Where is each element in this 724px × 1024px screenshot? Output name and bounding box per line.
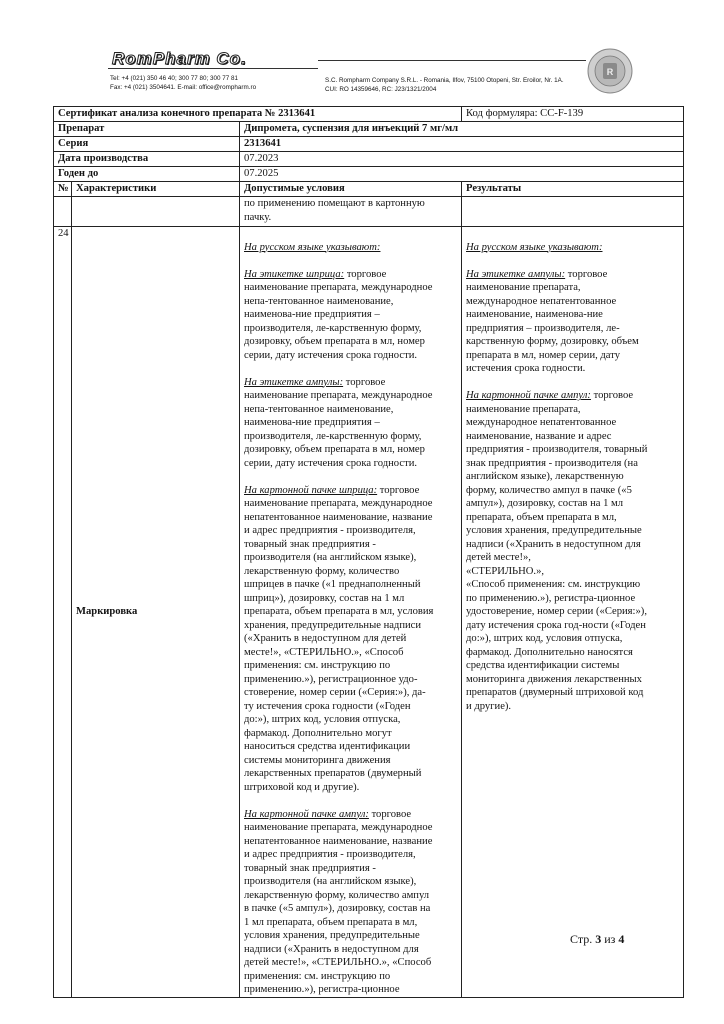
title-row [54, 107, 684, 122]
section-heading: На этикетке шприца: [244, 268, 345, 280]
certificate-table [53, 106, 684, 998]
company-info [325, 76, 564, 94]
page-total: 4 [618, 932, 625, 946]
section-heading: На этикетке ампулы: [466, 268, 566, 280]
section-heading: На картонной пачке ампул: [244, 808, 369, 820]
company-seal-icon [587, 48, 633, 94]
contact-info [110, 74, 256, 92]
section-body: торговое наименование препарата, международное непа-тентованное наименование, наименова-ние предприятия – производителя, ле-карственную форму, дозировку, объем препарата в мл, номер серии, дату истечения срока годности. [244, 376, 433, 469]
section-body: торговое наименование препарата, международное непатентованное наименование, название и адрес предприятия - производителя, товарный знак предприятия - производителя (на английском языке), лекарственную форму, количество ампул в пачке («5 ампул»), дозировку, состав на 1 мл препарата, объем препарата в мл, условия хранения, предупредительные надписи («Хранить в недоступном для детей месте!», «СТЕРИЛЬНО.», «Способ применения: см. инструкцию по применению.»), регистра-ционное [244, 808, 433, 995]
page-number [570, 932, 624, 947]
row-number: 24 [54, 227, 72, 998]
section-heading: На картонной пачке шприца: [244, 484, 378, 496]
logo-divider [108, 68, 318, 69]
field-label: Серия [54, 137, 240, 152]
company-address: S.C. Rompharm Company S.R.L. - Romania, Ilfov, 75100 Otopeni, Str. Eroilor, Nr. 1A. [325, 77, 564, 84]
page-of: из [604, 932, 616, 946]
row-characteristic: Маркировка [72, 227, 240, 998]
field-value: Дипромета, суспензия для инъекций 7 мг/мл [240, 122, 684, 137]
field-label: Препарат [54, 122, 240, 137]
section-body: торговое наименование препарата, международное непатентованное наименование, наименова-ние предприятия – производителя, ле- карственную форму, дозировку, объем препарата в мл, номер серии, дату истечения срока годности. [466, 268, 639, 374]
field-label: Дата производства [54, 152, 240, 167]
company-logo: RomPharm Co. [112, 49, 247, 68]
contact-phone: Tel: +4 (021) 350 46 40; 300 77 80; 300 77 81 [110, 75, 238, 82]
section-heading: На картонной пачке ампул: [466, 390, 591, 401]
section-heading: На русском языке указывают: [244, 241, 381, 253]
section-body: торговое наименование препарата, международное непа-тентованное наименование, наименова-ние предприятия – производителя, ле-карственную форму, дозировку, объем препарата в мл, номер серии, дату истечения срока годности. [244, 268, 433, 361]
continuation-text: по применению помещают в картонную пачку. [240, 197, 462, 227]
field-value: 07.2023 [240, 152, 684, 167]
field-row [54, 152, 684, 167]
col-results-header: Результаты [462, 182, 684, 197]
field-row [54, 137, 684, 152]
col-characteristic-header: Характеристики [72, 182, 240, 197]
section-heading: На русском языке указывают: [466, 241, 603, 253]
field-label: Годен до [54, 167, 240, 182]
svg-text:R: R [606, 67, 614, 77]
field-row [54, 122, 684, 137]
row-conditions [240, 227, 462, 998]
letterhead [0, 0, 724, 100]
field-value: 2313641 [240, 137, 684, 152]
column-header-row [54, 182, 684, 197]
col-num-header: № [54, 182, 72, 197]
row-results [462, 227, 684, 998]
section-body: торговое наименование препарата, международное непатентованное наименование, название и адрес предприятия - производителя, товарный знак предприятия - производителя (на английском языке), лекарственную форму, количество шприцев в пачке («1 преднаполненный шприц»), дозировку, состав на 1 мл препарата, объем препарата в мл, условия хранения, предупредительные надписи («Хранить в недоступном для детей месте!», «СТЕРИЛЬНО.», «Способ применения: см. инструкцию по применению.»), регистрационное удо- стоверение, номер серии («Серия:»), да- ту истечения срока годности («Годен до:»), штрих код, условия отпуска, фармакод. Дополнительно могут наноситься средства идентификации системы мониторинга движения лекарственных препаратов (двумерный штриховой код и другие). [244, 484, 434, 793]
table-row [54, 227, 684, 998]
section-heading: На этикетке ампулы: [244, 376, 344, 388]
header-divider [318, 60, 586, 61]
page-current: 3 [595, 932, 602, 946]
field-row [54, 167, 684, 182]
field-value: 07.2025 [240, 167, 684, 182]
company-registration: CUI: RO 14359646, RC: J23/1321/2004 [325, 86, 437, 93]
col-conditions-header: Допустимые условия [240, 182, 462, 197]
form-code: Код формуляра: CC-F-139 [462, 107, 684, 122]
page-prefix: Стр. [570, 932, 593, 946]
certificate-title: Сертификат анализа конечного препарата № 2313641 [54, 107, 462, 122]
continuation-row [54, 197, 684, 227]
contact-fax-email: Fax: +4 (021) 3504641. E-mail: office@rompharm.ro [110, 84, 257, 91]
section-body: торговое наименование препарата, международное непатентованное наименование, название и адрес предприятия - производителя, товарный знак предприятия - производителя (на английском языке), лекарственную форму, количество ампул в пачке («5 ампул»), дозировку, состав на 1 мл препарата, объем препарата в мл, условия хранения, предупредительные надписи («Хранить в недоступном для детей месте!», «СТЕРИЛЬНО.», «Способ применения: см. инструкцию по применению.»), регистра-ционное удостоверение, номер серии («Серия:»), дату истечения срока год-ности («Годен до:»), штрих код, условия отпуска, фармакод. Дополнительно наносятся средства идентификации системы мониторинга движения лекарственных препаратов (двумерный штриховой код и другие). [466, 390, 648, 712]
